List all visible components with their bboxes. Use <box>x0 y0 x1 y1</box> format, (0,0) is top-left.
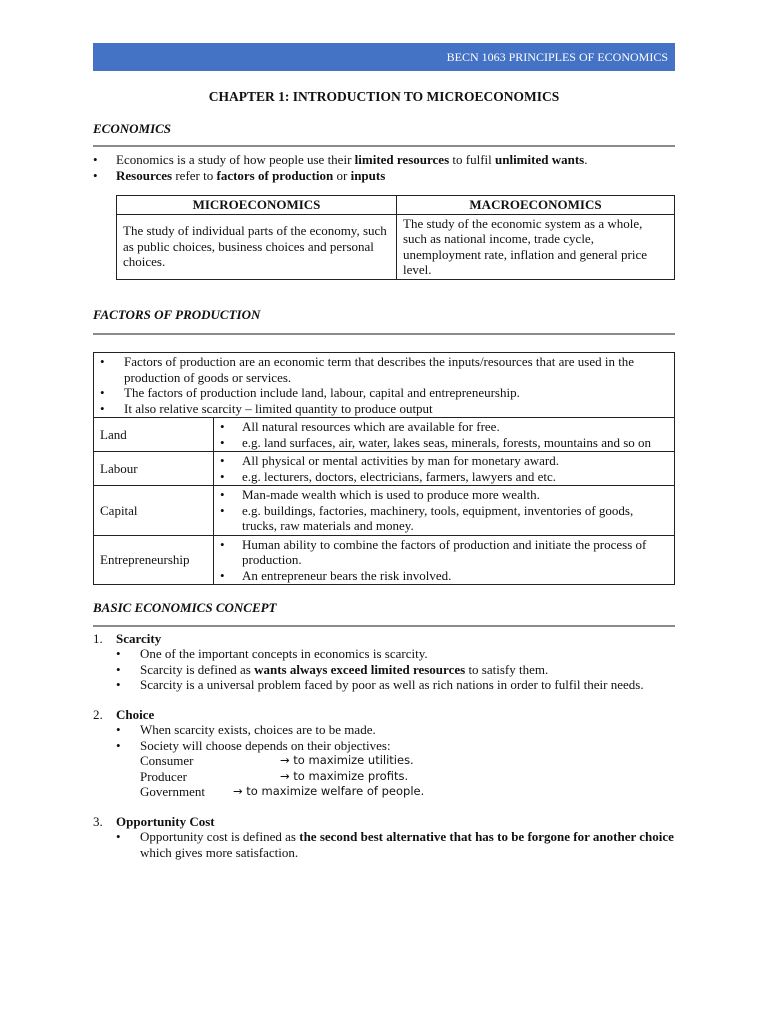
concept-title: Choice <box>116 706 155 722</box>
factor-point: • An entrepreneur bears the risk involved. <box>220 568 668 584</box>
micro-definition: The study of individual parts of the economy, such as public choices, business choices and personal choices. <box>117 214 397 279</box>
factors-intro-point: • The factors of production include land, labour, capital and entrepreneurship. <box>100 385 668 401</box>
factor-point: • Man-made wealth which is used to produce more wealth. <box>220 487 668 503</box>
factor-row-labour <box>94 452 675 486</box>
section-rule <box>93 333 675 335</box>
micro-macro-table <box>116 195 675 280</box>
header-bar <box>93 43 675 71</box>
factor-label: Capital <box>94 486 214 536</box>
section-heading-basic: BASIC ECONOMICS CONCEPT <box>93 600 277 615</box>
chapter-title: CHAPTER 1: INTRODUCTION TO MICROECONOMICS <box>208 89 560 104</box>
factor-row-capital <box>94 486 675 536</box>
concept-point: • When scarcity exists, choices are to be made. <box>116 722 675 738</box>
concept-opportunity-cost: 3. Opportunity Cost • Opportunity cost is defined as the second best alternative that has to be forgone for another choice which gives more satisfaction. <box>93 814 675 861</box>
factor-point: • e.g. lecturers, doctors, electricians, farmers, lawyers and etc. <box>220 469 668 485</box>
concept-title: Scarcity <box>116 630 162 646</box>
factor-row-land <box>94 418 675 452</box>
concept-scarcity: 1. Scarcity • One of the important concepts in economics is scarcity. • Scarcity is defined as wants always exceed limited resources to satisfy them. • Scarcity is a universal problem faced by poor as well as rich nations in order to fulfil their needs. <box>93 631 675 693</box>
objective-row: Government → to maximize welfare of people. <box>140 784 425 799</box>
concept-choice: 2. Choice • When scarcity exists, choices are to be made. • Society will choose depends on their objectives: Consumer → to maximize utilities. Producer → to maximize profits. Government → to maximize welfare of people. <box>93 707 675 800</box>
concept-point: • Society will choose depends on their objectives: Consumer → to maximize utilities. Producer → to maximize profits. Government → to maximize welfare of people. <box>116 738 675 800</box>
concept-point: • One of the important concepts in economics is scarcity. <box>116 646 675 662</box>
macro-header: MACROECONOMICS <box>397 196 675 215</box>
concept-point: • Opportunity cost is defined as the second best alternative that has to be forgone for another choice which gives more satisfaction. <box>116 829 675 860</box>
factors-intro-point: • Factors of production are an economic term that describes the inputs/resources that are used in the production of goods or services. <box>100 354 668 385</box>
section-heading-economics: ECONOMICS <box>93 120 172 136</box>
document-page <box>93 43 675 860</box>
factors-table <box>93 352 675 585</box>
factor-point: • All physical or mental activities by man for monetary award. <box>220 453 668 469</box>
micro-header: MICROECONOMICS <box>117 196 397 215</box>
factors-intro-cell <box>94 353 675 418</box>
factor-point: • e.g. buildings, factories, machinery, tools, equipment, inventories of goods, trucks, raw materials and money. <box>220 503 668 534</box>
factor-label: Entrepreneurship <box>94 535 214 585</box>
resources-definition: • Resources refer to factors of production or inputs <box>93 168 675 184</box>
factor-point: • All natural resources which are available for free. <box>220 419 668 435</box>
section-heading-factors: FACTORS OF PRODUCTION <box>93 306 261 322</box>
concept-point: • Scarcity is defined as wants always exceed limited resources to satisfy them. <box>116 662 675 678</box>
economics-bullets <box>93 152 675 183</box>
factor-row-entrepreneurship <box>94 535 675 585</box>
factor-point: • e.g. land surfaces, air, water, lakes seas, minerals, forests, mountains and so on <box>220 435 668 451</box>
concept-title: Opportunity Cost <box>116 813 215 829</box>
factors-intro-point: • It also relative scarcity – limited quantity to produce output <box>100 401 668 417</box>
section-rule <box>93 625 675 627</box>
factor-point: • Human ability to combine the factors of production and initiate the process of production. <box>220 537 668 568</box>
objective-row: Producer → to maximize profits. <box>140 768 409 784</box>
course-title: BECN 1063 PRINCIPLES OF ECONOMICS <box>446 50 668 64</box>
factor-label: Land <box>94 418 214 452</box>
section-rule <box>93 145 675 147</box>
factor-label: Labour <box>94 452 214 486</box>
concept-point: • Scarcity is a universal problem faced by poor as well as rich nations in order to fulfil their needs. <box>116 677 675 693</box>
macro-definition: The study of the economic system as a whole, such as national income, trade cycle, unemployment rate, inflation and general price level. <box>397 214 675 279</box>
economics-definition: • Economics is a study of how people use their limited resources to fulfil unlimited wants. <box>93 152 675 168</box>
objective-row: Consumer → to maximize utilities. <box>140 753 414 768</box>
